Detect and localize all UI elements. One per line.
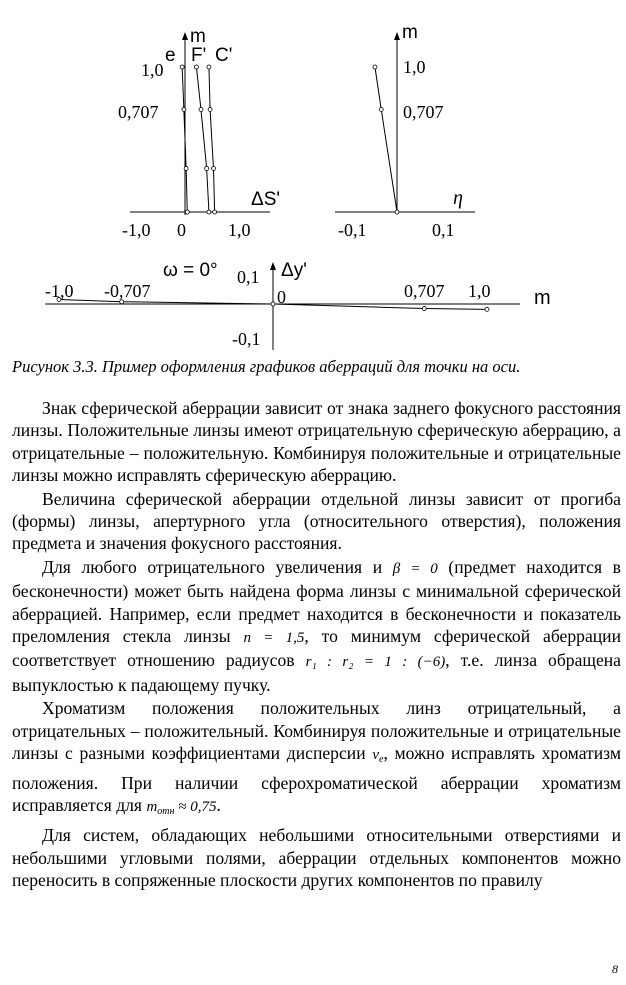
chart3-x-tick-neg0707: -0,707 xyxy=(104,281,151,301)
chart1-series xyxy=(180,65,216,214)
figure-caption: Рисунок 3.3. Пример оформления графиков аберраций для точки на оси. xyxy=(12,357,521,376)
chart2-x-tick-01: 0,1 xyxy=(432,220,455,240)
chart1-y-tick-1: 1,0 xyxy=(141,60,164,80)
chart3-y-label: Δy' xyxy=(281,260,307,281)
chart1-point-c-1 xyxy=(208,107,212,111)
chart1-curve-label-f: F' xyxy=(191,45,207,66)
paragraph-4 xyxy=(12,697,621,823)
paragraph-1: Знак сферической аберрации зависит от знака заднего фокусного расстояния линзы. Положительные линзы имеют отрицательную сферическую аберрацию, а отрицательные – положительную. Комбинируя положительные и отрицательные линзы можно исправлять сферическую аберрацию. xyxy=(12,398,621,486)
chart2-x-label: η xyxy=(453,187,463,209)
chart1-point-c-0 xyxy=(207,65,211,69)
chart2-series xyxy=(373,65,399,214)
chart3-point-0-2 xyxy=(271,302,275,306)
chart1-series-line-f xyxy=(196,67,209,212)
chart2-y-tick-1: 1,0 xyxy=(403,57,426,77)
aberration-figure xyxy=(0,0,626,350)
chart1-x-tick-1: 1,0 xyxy=(228,220,251,240)
chart1-point-c-3 xyxy=(213,210,217,214)
chart1-x-tick-neg1: -1,0 xyxy=(122,220,151,240)
chart1-y-arrow xyxy=(182,32,188,40)
p3-text-b: (предмет находится в бесконечности) может быть найдена форма линзы с минимальной сферической аберрацией. Например, если предмет находится в бесконечности и показатель преломления стекла линзы xyxy=(12,556,621,647)
chart3-y-arrow xyxy=(270,262,276,270)
chart-sine-condition xyxy=(335,22,475,240)
radius-ratio-formula: r₁ : r₂ = 1 : (−6) xyxy=(305,654,446,671)
chart2-x-tick-neg01: -0,1 xyxy=(338,220,367,240)
chart1-x-tick-0: 0 xyxy=(177,220,186,240)
chart1-point-e-3 xyxy=(185,210,189,214)
chart2-y-label: m xyxy=(402,22,418,43)
body-text xyxy=(12,397,621,893)
chart3-y-tick-neg01: -0,1 xyxy=(232,329,261,349)
chart3-x-tick-1: 1,0 xyxy=(468,281,491,301)
chart2-series-line-0 xyxy=(375,67,397,212)
chart1-point-f-3 xyxy=(207,210,211,214)
chart2-y-arrow xyxy=(394,32,400,40)
chart1-y-tick-0707: 0,707 xyxy=(118,102,159,122)
chart3-y-tick-0: 0 xyxy=(277,287,286,307)
p4-text-c: . xyxy=(216,794,221,815)
page-number: 8 xyxy=(612,962,618,976)
paragraph-5: Для систем, обладающих небольшими относительными отверстиями и небольшими угловыми полями, аберрации отдельных компонентов можно переносить в сопряженные плоскости других компонентов по правилу xyxy=(12,825,621,891)
chart1-point-f-2 xyxy=(205,167,209,171)
paragraph-3 xyxy=(12,556,621,696)
chart-transverse-aberration xyxy=(45,260,551,350)
p3-text-c: , то минимум сферической аберрации соответствует отношению радиусов xyxy=(12,626,622,671)
chart3-x-tick-neg1: -1,0 xyxy=(45,281,74,301)
chart1-curve-label-e: e xyxy=(165,45,176,66)
chart3-point-0-3 xyxy=(422,307,426,311)
p4-text-b: , можно исправлять хроматизм положения. При наличии сферохроматической аберрации хроматизм исправляется для xyxy=(12,743,621,815)
chart1-x-label: ΔS' xyxy=(251,189,280,210)
chart1-point-e-1 xyxy=(182,107,186,111)
chart3-x-tick-0707: 0,707 xyxy=(404,281,445,301)
n-formula: n = 1,5 xyxy=(243,630,305,647)
chart2-y-tick-0707: 0,707 xyxy=(403,102,444,122)
chart3-x-label: m xyxy=(534,287,551,309)
chart3-title: ω = 0° xyxy=(163,260,218,281)
chart3-point-0-4 xyxy=(485,307,489,311)
chart1-point-e-2 xyxy=(184,167,188,171)
chart1-y-label: m xyxy=(190,26,206,47)
chart1-point-f-1 xyxy=(199,107,203,111)
chart2-point-0-0 xyxy=(373,65,377,69)
m-rel-formula: $m_{отн} \approx 0,75$ xyxy=(146,798,217,817)
chart2-point-0-2 xyxy=(395,210,399,214)
paragraph-2: Величина сферической аберрации отдельной линзы зависит от прогиба (формы) линзы, апертурного угла (относительного отверстия), положения предмета и значения фокусного расстояния. xyxy=(12,488,621,554)
p4-text-a: Хроматизм положения положительных линз отрицательный, а отрицательных – положительный. Комбинируя положительные и отрицательные линзы с разными коэффициентами дисперсии xyxy=(12,698,621,764)
p3-text-a: Для любого отрицательного увеличения и xyxy=(42,556,383,577)
chart1-series-line-c xyxy=(209,67,215,212)
chart1-curve-label-c: C' xyxy=(215,45,233,66)
chart-spherical-aberration xyxy=(118,26,280,240)
chart1-point-e-0 xyxy=(180,65,184,69)
chart1-point-c-2 xyxy=(212,167,216,171)
p3-text-d: , т.е. линза обращена выпуклостью к падающему пучку. xyxy=(12,650,621,695)
chart2-point-0-1 xyxy=(379,107,383,111)
chart3-y-tick-01: 0,1 xyxy=(237,267,260,287)
beta-formula: β = 0 xyxy=(392,560,438,577)
nu-formula: $\nu_e$ xyxy=(372,747,384,766)
